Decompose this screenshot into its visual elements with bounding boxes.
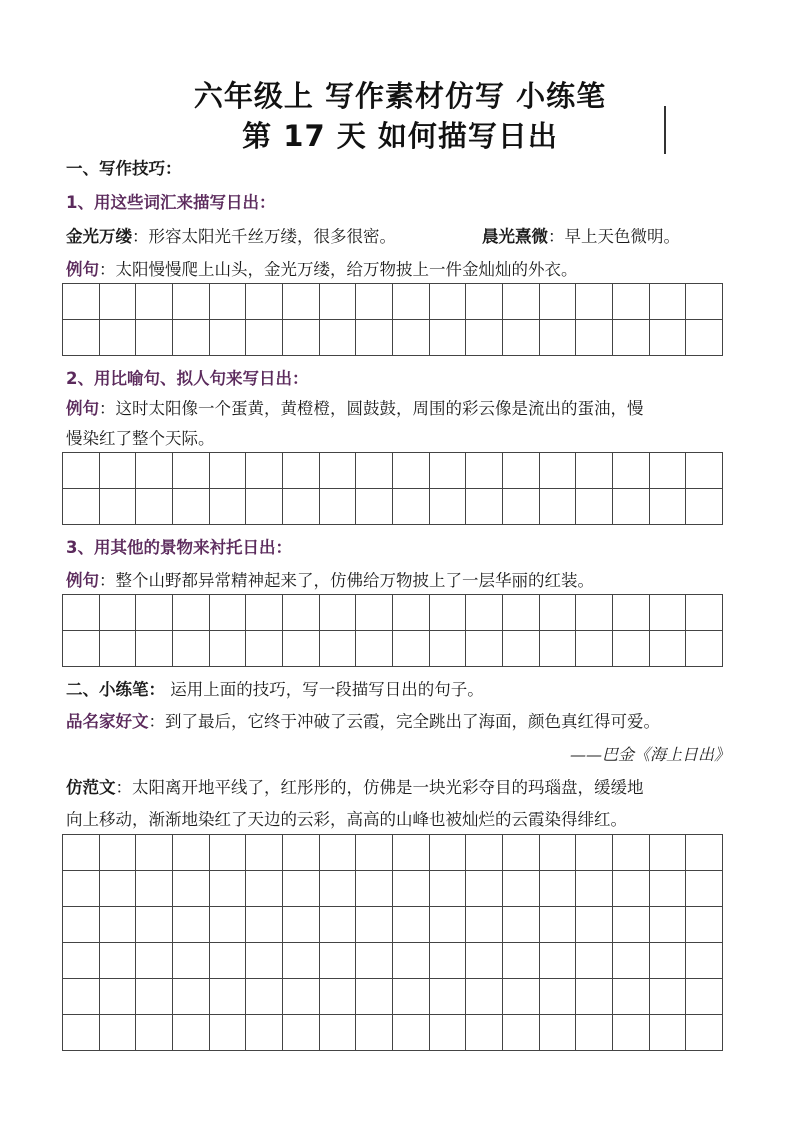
grid-cell[interactable] <box>283 943 320 979</box>
grid-cell[interactable] <box>503 453 540 489</box>
grid-cell[interactable] <box>540 284 577 320</box>
grid-cell[interactable] <box>503 595 540 631</box>
writing-grid-3[interactable] <box>62 594 723 667</box>
writing-grid-4[interactable] <box>62 834 723 1051</box>
example-1 <box>66 259 578 281</box>
grid-cell[interactable] <box>540 631 577 667</box>
part1-heading: 1、用这些词汇来描写日出： <box>66 193 276 212</box>
grid-cell[interactable] <box>356 453 393 489</box>
grid-cell[interactable] <box>686 284 723 320</box>
grid-cell[interactable] <box>320 943 357 979</box>
grid-cell[interactable] <box>283 320 320 356</box>
grid-cell[interactable] <box>503 871 540 907</box>
grid-cell[interactable] <box>173 320 210 356</box>
grid-cell[interactable] <box>466 835 503 871</box>
grid-cell[interactable] <box>173 453 210 489</box>
vocab-term-2: 晨光熹微 <box>482 227 548 246</box>
grid-cell[interactable] <box>393 943 430 979</box>
grid-cell[interactable] <box>503 489 540 525</box>
grid-cell[interactable] <box>466 453 503 489</box>
grid-cell[interactable] <box>613 631 650 667</box>
grid-cell[interactable] <box>650 631 687 667</box>
grid-cell[interactable] <box>100 871 137 907</box>
grid-cell[interactable] <box>540 453 577 489</box>
model-label: 仿范文 <box>66 778 116 797</box>
vocab-line-2 <box>482 226 680 248</box>
vocab-def-1: ：形容太阳光千丝万缕，很多很密。 <box>132 227 396 246</box>
grid-cell[interactable] <box>576 320 613 356</box>
grid-cell[interactable] <box>686 907 723 943</box>
grid-cell[interactable] <box>650 320 687 356</box>
grid-cell[interactable] <box>503 979 540 1015</box>
section2-instruction: 运用上面的技巧，写一段描写日出的句子。 <box>165 680 484 699</box>
grid-cell[interactable] <box>320 595 357 631</box>
grid-cell[interactable] <box>393 1015 430 1051</box>
grid-cell[interactable] <box>283 871 320 907</box>
grid-cell[interactable] <box>466 871 503 907</box>
grid-cell[interactable] <box>613 320 650 356</box>
grid-cell[interactable] <box>63 907 100 943</box>
grid-cell[interactable] <box>356 489 393 525</box>
grid-cell[interactable] <box>100 595 137 631</box>
grid-cell[interactable] <box>393 835 430 871</box>
grid-cell[interactable] <box>686 871 723 907</box>
grid-cell[interactable] <box>466 631 503 667</box>
grid-cell[interactable] <box>686 631 723 667</box>
grid-cell[interactable] <box>430 284 467 320</box>
grid-cell[interactable] <box>503 907 540 943</box>
grid-cell[interactable] <box>686 489 723 525</box>
grid-cell[interactable] <box>100 979 137 1015</box>
grid-cell[interactable] <box>100 943 137 979</box>
grid-cell[interactable] <box>540 835 577 871</box>
grid-cell[interactable] <box>246 871 283 907</box>
grid-cell[interactable] <box>466 943 503 979</box>
grid-cell[interactable] <box>356 1015 393 1051</box>
example-2-label: 例句 <box>66 399 99 418</box>
grid-cell[interactable] <box>210 320 247 356</box>
grid-cell[interactable] <box>576 453 613 489</box>
famous-text: ：到了最后，它终于冲破了云霞，完全跳出了海面，颜色真红得可爱。 <box>148 712 660 731</box>
section2-heading: 二、小练笔： <box>66 680 165 699</box>
page-subtitle: 第 17 天 如何描写日出 <box>242 119 558 153</box>
grid-cell[interactable] <box>63 871 100 907</box>
grid-cell[interactable] <box>136 907 173 943</box>
grid-cell[interactable] <box>320 489 357 525</box>
grid-cell[interactable] <box>320 631 357 667</box>
grid-cell[interactable] <box>576 871 613 907</box>
grid-cell[interactable] <box>503 943 540 979</box>
grid-cell[interactable] <box>540 595 577 631</box>
grid-cell[interactable] <box>356 595 393 631</box>
grid-cell[interactable] <box>650 835 687 871</box>
grid-cell[interactable] <box>650 943 687 979</box>
grid-cell[interactable] <box>393 284 430 320</box>
grid-cell[interactable] <box>100 1015 137 1051</box>
grid-cell[interactable] <box>613 835 650 871</box>
grid-cell[interactable] <box>650 979 687 1015</box>
grid-cell[interactable] <box>356 979 393 1015</box>
grid-cell[interactable] <box>283 835 320 871</box>
grid-cell[interactable] <box>393 489 430 525</box>
grid-cell[interactable] <box>320 871 357 907</box>
grid-cell[interactable] <box>576 943 613 979</box>
grid-cell[interactable] <box>283 284 320 320</box>
quote-source: ——巴金《海上日出》 <box>569 745 730 764</box>
grid-cell[interactable] <box>246 943 283 979</box>
grid-cell[interactable] <box>320 907 357 943</box>
grid-cell[interactable] <box>650 907 687 943</box>
grid-cell[interactable] <box>540 943 577 979</box>
grid-cell[interactable] <box>393 631 430 667</box>
grid-cell[interactable] <box>246 1015 283 1051</box>
grid-cell[interactable] <box>63 489 100 525</box>
grid-cell[interactable] <box>540 907 577 943</box>
grid-cell[interactable] <box>283 453 320 489</box>
grid-cell[interactable] <box>576 835 613 871</box>
vocab-term-1: 金光万缕 <box>66 227 132 246</box>
grid-cell[interactable] <box>63 453 100 489</box>
grid-cell[interactable] <box>356 871 393 907</box>
grid-cell[interactable] <box>613 284 650 320</box>
grid-cell[interactable] <box>540 979 577 1015</box>
grid-cell[interactable] <box>430 631 467 667</box>
grid-cell[interactable] <box>283 631 320 667</box>
page-title: 六年级上 写作素材仿写 小练笔 <box>193 79 607 113</box>
grid-cell[interactable] <box>210 595 247 631</box>
grid-cell[interactable] <box>503 320 540 356</box>
grid-cell[interactable] <box>210 871 247 907</box>
grid-cell[interactable] <box>430 1015 467 1051</box>
part3-heading: 3、用其他的景物来衬托日出： <box>66 538 292 557</box>
grid-cell[interactable] <box>613 871 650 907</box>
grid-cell[interactable] <box>173 979 210 1015</box>
grid-cell[interactable] <box>100 631 137 667</box>
grid-cell[interactable] <box>613 489 650 525</box>
grid-cell[interactable] <box>686 943 723 979</box>
grid-cell[interactable] <box>210 835 247 871</box>
grid-cell[interactable] <box>63 631 100 667</box>
grid-cell[interactable] <box>100 489 137 525</box>
grid-cell[interactable] <box>576 631 613 667</box>
grid-cell[interactable] <box>356 943 393 979</box>
grid-cell[interactable] <box>540 320 577 356</box>
grid-cell[interactable] <box>393 979 430 1015</box>
grid-cell[interactable] <box>320 1015 357 1051</box>
vocab-line <box>66 226 396 248</box>
model-text-2: 向上移动，渐渐地染红了天边的云彩，高高的山峰也被灿烂的云霞染得绯红。 <box>66 810 627 829</box>
vertical-divider <box>664 106 666 154</box>
grid-cell[interactable] <box>173 835 210 871</box>
grid-cell[interactable] <box>173 489 210 525</box>
grid-cell[interactable] <box>210 907 247 943</box>
grid-cell[interactable] <box>100 835 137 871</box>
model-text-1: ：太阳离开地平线了，红彤彤的，仿佛是一块光彩夺目的玛瑙盘，缓缓地 <box>115 778 644 797</box>
grid-cell[interactable] <box>210 453 247 489</box>
grid-cell[interactable] <box>650 871 687 907</box>
grid-cell[interactable] <box>466 320 503 356</box>
example-3-text: ：整个山野都异常精神起来了，仿佛给万物披上了一层华丽的红装。 <box>99 571 594 590</box>
grid-cell[interactable] <box>686 453 723 489</box>
grid-cell[interactable] <box>173 871 210 907</box>
grid-cell[interactable] <box>173 1015 210 1051</box>
grid-cell[interactable] <box>393 871 430 907</box>
grid-cell[interactable] <box>173 907 210 943</box>
grid-cell[interactable] <box>540 1015 577 1051</box>
grid-cell[interactable] <box>356 284 393 320</box>
grid-cell[interactable] <box>246 595 283 631</box>
grid-cell[interactable] <box>613 979 650 1015</box>
section2-line <box>66 679 484 701</box>
model-text-line1 <box>66 777 644 799</box>
grid-cell[interactable] <box>173 943 210 979</box>
grid-cell[interactable] <box>686 835 723 871</box>
grid-cell[interactable] <box>283 1015 320 1051</box>
grid-cell[interactable] <box>210 631 247 667</box>
grid-cell[interactable] <box>63 1015 100 1051</box>
grid-cell[interactable] <box>100 907 137 943</box>
grid-cell[interactable] <box>466 284 503 320</box>
grid-cell[interactable] <box>613 943 650 979</box>
grid-cell[interactable] <box>686 979 723 1015</box>
grid-cell[interactable] <box>63 320 100 356</box>
grid-cell[interactable] <box>393 320 430 356</box>
writing-grid-2[interactable] <box>62 452 723 525</box>
grid-cell[interactable] <box>246 907 283 943</box>
grid-cell[interactable] <box>100 284 137 320</box>
grid-cell[interactable] <box>356 320 393 356</box>
grid-cell[interactable] <box>173 631 210 667</box>
grid-cell[interactable] <box>576 979 613 1015</box>
grid-cell[interactable] <box>136 284 173 320</box>
grid-cell[interactable] <box>576 1015 613 1051</box>
grid-cell[interactable] <box>503 835 540 871</box>
grid-cell[interactable] <box>136 631 173 667</box>
grid-cell[interactable] <box>320 320 357 356</box>
grid-cell[interactable] <box>650 453 687 489</box>
grid-cell[interactable] <box>173 595 210 631</box>
grid-cell[interactable] <box>356 907 393 943</box>
grid-cell[interactable] <box>246 631 283 667</box>
grid-cell[interactable] <box>430 871 467 907</box>
grid-cell[interactable] <box>210 943 247 979</box>
grid-cell[interactable] <box>320 284 357 320</box>
grid-cell[interactable] <box>210 1015 247 1051</box>
grid-cell[interactable] <box>100 320 137 356</box>
grid-cell[interactable] <box>430 453 467 489</box>
grid-cell[interactable] <box>576 595 613 631</box>
grid-cell[interactable] <box>356 835 393 871</box>
grid-cell[interactable] <box>466 979 503 1015</box>
grid-cell[interactable] <box>63 595 100 631</box>
grid-cell[interactable] <box>283 907 320 943</box>
grid-cell[interactable] <box>246 453 283 489</box>
vocab-def-2: ：早上天色微明。 <box>548 227 680 246</box>
grid-cell[interactable] <box>246 320 283 356</box>
famous-quote <box>66 711 660 733</box>
example-2-text-2: 慢染红了整个天际。 <box>66 429 215 448</box>
grid-cell[interactable] <box>136 595 173 631</box>
grid-cell[interactable] <box>210 284 247 320</box>
grid-cell[interactable] <box>613 907 650 943</box>
grid-cell[interactable] <box>466 1015 503 1051</box>
grid-cell[interactable] <box>393 907 430 943</box>
grid-cell[interactable] <box>63 943 100 979</box>
grid-cell[interactable] <box>650 284 687 320</box>
grid-cell[interactable] <box>136 871 173 907</box>
grid-cell[interactable] <box>63 284 100 320</box>
grid-cell[interactable] <box>136 1015 173 1051</box>
writing-grid-1[interactable] <box>62 283 723 356</box>
grid-cell[interactable] <box>576 489 613 525</box>
grid-cell[interactable] <box>136 453 173 489</box>
grid-cell[interactable] <box>173 284 210 320</box>
part2-heading: 2、用比喻句、拟人句来写日出： <box>66 369 309 388</box>
grid-cell[interactable] <box>540 489 577 525</box>
grid-cell[interactable] <box>466 489 503 525</box>
grid-cell[interactable] <box>283 979 320 1015</box>
example-3 <box>66 570 594 592</box>
example-3-label: 例句 <box>66 571 99 590</box>
grid-cell[interactable] <box>63 835 100 871</box>
grid-cell[interactable] <box>430 943 467 979</box>
grid-cell[interactable] <box>246 489 283 525</box>
grid-cell[interactable] <box>686 320 723 356</box>
grid-cell[interactable] <box>430 489 467 525</box>
grid-cell[interactable] <box>246 835 283 871</box>
grid-cell[interactable] <box>100 453 137 489</box>
grid-cell[interactable] <box>283 595 320 631</box>
grid-cell[interactable] <box>246 284 283 320</box>
grid-cell[interactable] <box>466 595 503 631</box>
grid-cell[interactable] <box>613 453 650 489</box>
grid-cell[interactable] <box>246 979 283 1015</box>
grid-cell[interactable] <box>136 489 173 525</box>
grid-cell[interactable] <box>430 320 467 356</box>
grid-cell[interactable] <box>136 943 173 979</box>
grid-cell[interactable] <box>430 835 467 871</box>
grid-cell[interactable] <box>430 907 467 943</box>
grid-cell[interactable] <box>686 1015 723 1051</box>
example-2-line1 <box>66 398 644 420</box>
grid-cell[interactable] <box>356 631 393 667</box>
grid-cell[interactable] <box>210 489 247 525</box>
grid-cell[interactable] <box>613 595 650 631</box>
famous-label: 品名家好文 <box>66 712 149 731</box>
grid-cell[interactable] <box>393 595 430 631</box>
grid-cell[interactable] <box>503 284 540 320</box>
grid-cell[interactable] <box>320 979 357 1015</box>
grid-cell[interactable] <box>540 871 577 907</box>
grid-cell[interactable] <box>393 453 430 489</box>
grid-cell[interactable] <box>136 835 173 871</box>
grid-cell[interactable] <box>430 595 467 631</box>
example-1-text: ：太阳慢慢爬上山头，金光万缕，给万物披上一件金灿灿的外衣。 <box>99 260 578 279</box>
grid-cell[interactable] <box>136 979 173 1015</box>
grid-cell[interactable] <box>650 595 687 631</box>
grid-cell[interactable] <box>63 979 100 1015</box>
grid-cell[interactable] <box>136 320 173 356</box>
grid-cell[interactable] <box>613 1015 650 1051</box>
grid-cell[interactable] <box>650 489 687 525</box>
grid-cell[interactable] <box>283 489 320 525</box>
example-1-label: 例句 <box>66 260 99 279</box>
example-2-text-1: ：这时太阳像一个蛋黄，黄橙橙，圆鼓鼓，周围的彩云像是流出的蛋油，慢 <box>99 399 644 418</box>
grid-cell[interactable] <box>576 284 613 320</box>
grid-cell[interactable] <box>503 1015 540 1051</box>
grid-cell[interactable] <box>650 1015 687 1051</box>
grid-cell[interactable] <box>466 907 503 943</box>
grid-cell[interactable] <box>576 907 613 943</box>
grid-cell[interactable] <box>210 979 247 1015</box>
grid-cell[interactable] <box>686 595 723 631</box>
grid-cell[interactable] <box>320 453 357 489</box>
grid-cell[interactable] <box>503 631 540 667</box>
section1-heading: 一、写作技巧： <box>66 159 182 178</box>
grid-cell[interactable] <box>430 979 467 1015</box>
grid-cell[interactable] <box>320 835 357 871</box>
